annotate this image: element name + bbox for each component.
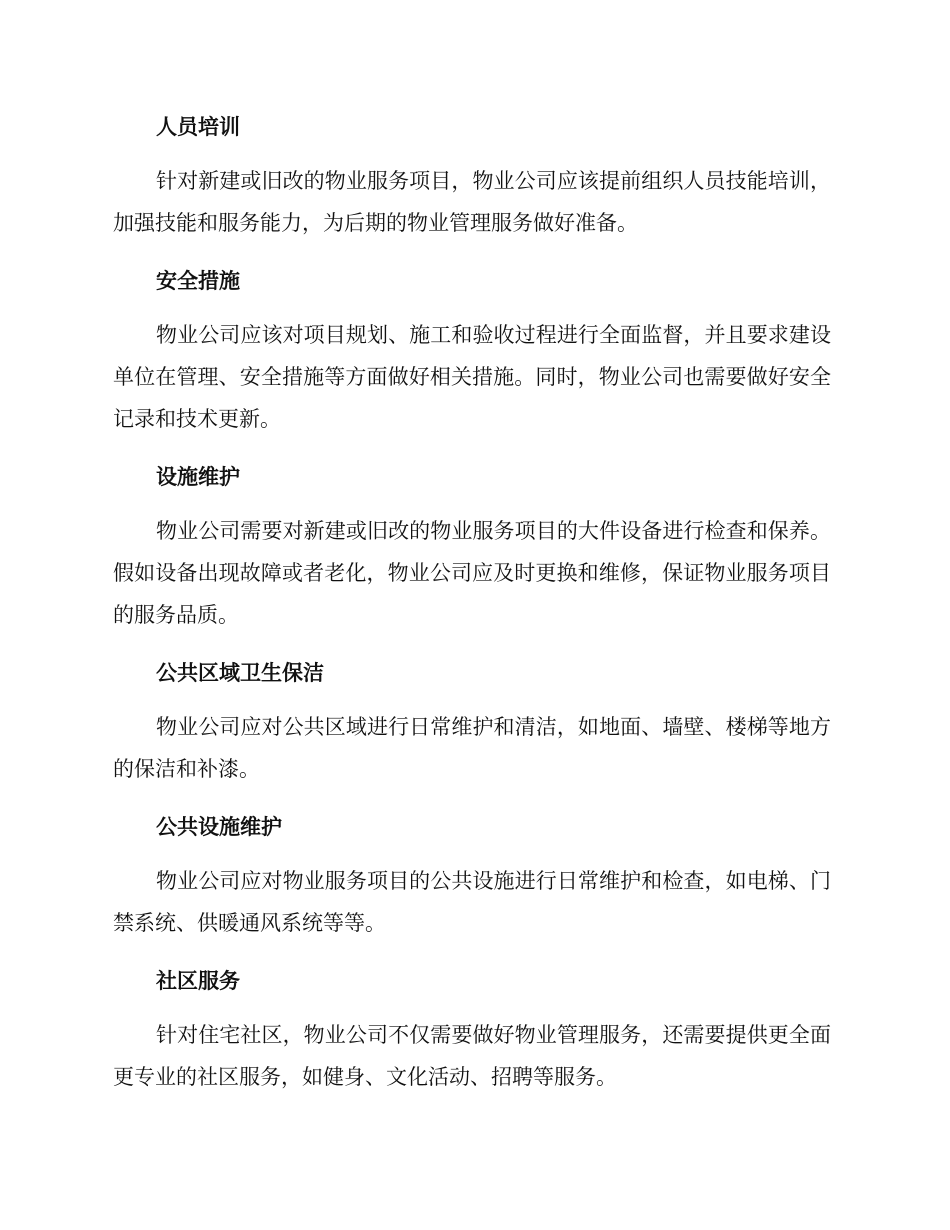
section-paragraph: 物业公司应对物业服务项目的公共设施进行日常维护和检查，如电梯、门禁系统、供暖通风系统等等。 [113,869,831,935]
section-safety-measures [113,262,831,440]
section-public-facility-maintenance [113,808,831,944]
section-staff-training [113,108,831,244]
section-public-area-cleaning [113,654,831,790]
section-facility-maintenance [113,458,831,636]
section-paragraph: 针对住宅社区，物业公司不仅需要做好物业管理服务，还需要提供更全面更专业的社区服务，如健身、文化活动、招聘等服务。 [113,1023,831,1089]
section-paragraph: 物业公司应对公共区域进行日常维护和清洁，如地面、墙壁、楼梯等地方的保洁和补漆。 [113,715,831,781]
section-community-service [113,962,831,1098]
section-heading: 公共设施维护 [156,815,282,839]
section-heading: 安全措施 [156,269,240,293]
section-paragraph: 物业公司需要对新建或旧改的物业服务项目的大件设备进行检查和保养。假如设备出现故障或者老化，物业公司应及时更换和维修，保证物业服务项目的服务品质。 [113,519,831,627]
section-heading: 人员培训 [156,115,240,139]
section-heading: 社区服务 [156,969,240,993]
document-body [113,108,831,1098]
section-paragraph: 物业公司应该对项目规划、施工和验收过程进行全面监督，并且要求建设单位在管理、安全措施等方面做好相关措施。同时，物业公司也需要做好安全记录和技术更新。 [113,323,831,431]
section-heading: 公共区域卫生保洁 [156,661,324,685]
section-heading: 设施维护 [156,465,240,489]
section-paragraph: 针对新建或旧改的物业服务项目，物业公司应该提前组织人员技能培训，加强技能和服务能力，为后期的物业管理服务做好准备。 [113,169,831,235]
